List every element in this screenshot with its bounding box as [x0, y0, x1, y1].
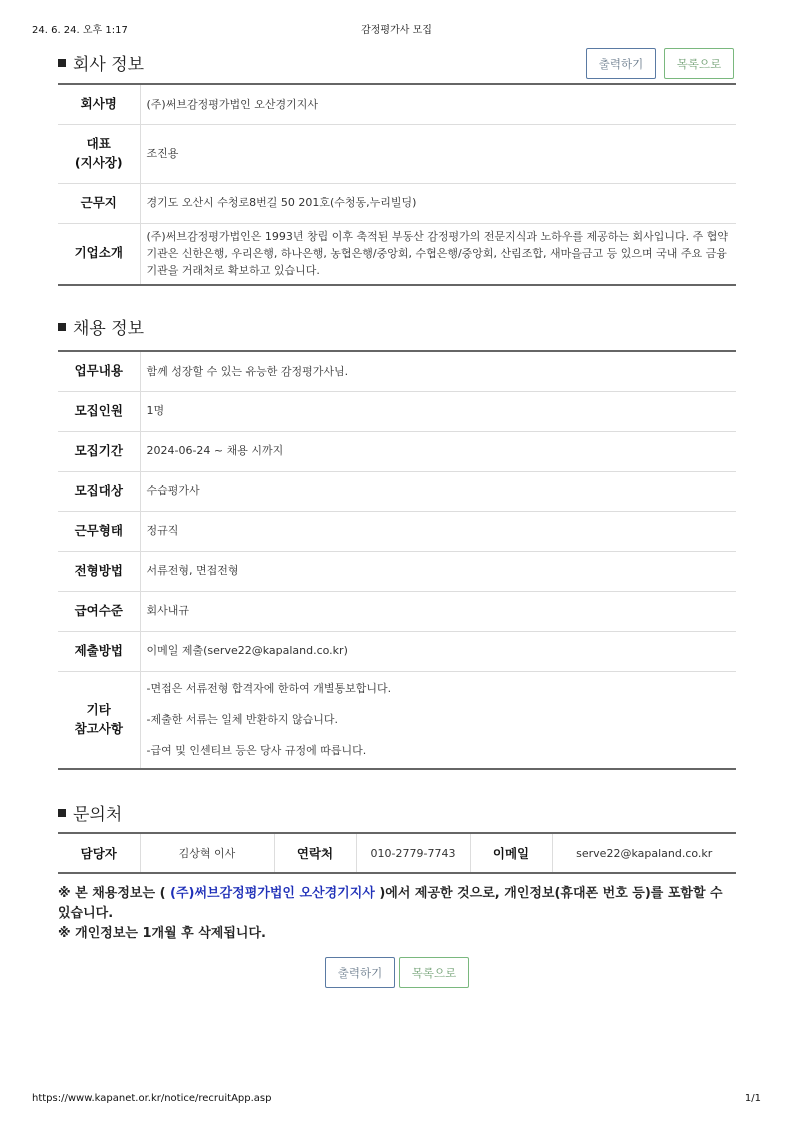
page-url: https://www.kapanet.or.kr/notice/recruitApp.asp: [32, 1093, 272, 1104]
row-label: 업무내용: [58, 351, 140, 391]
table-row: [58, 351, 736, 391]
contact-section-title-text: 문의처: [73, 804, 123, 825]
recruit-section-title: [58, 308, 736, 344]
row-label: 기업소개: [58, 223, 140, 285]
table-row: [58, 431, 736, 471]
email-label: 이메일: [470, 833, 552, 873]
company-section-title-text: 회사 정보: [73, 54, 145, 75]
table-row: [58, 471, 736, 511]
print-page-title: 감정평가사 모집: [361, 25, 432, 36]
top-buttons: [586, 48, 734, 79]
privacy-notice: [58, 884, 736, 944]
recruit-period-value: 2024-06-24 ~ 채용 시까지: [140, 431, 736, 471]
main-content: [58, 44, 736, 988]
notes-value: [140, 671, 736, 769]
table-row: [58, 223, 736, 285]
work-location-value: 경기도 오산시 수청로8번길 50 201호(수청동,누리빌딩): [140, 183, 736, 223]
square-bullet-icon: [58, 59, 66, 67]
note-line: -제출한 서류는 일체 반환하지 않습니다.: [146, 713, 338, 727]
email-value: serve22@kapaland.co.kr: [576, 846, 713, 860]
job-description-value: 함께 성장할 수 있는 유능한 감정평가사님.: [140, 351, 736, 391]
note-line: -급여 및 인센티브 등은 당사 규정에 따릅니다.: [146, 744, 367, 758]
submission-method-value: 이메일 제출(serve22@kapaland.co.kr): [140, 631, 736, 671]
notice-line-1: [58, 884, 736, 924]
contact-table: [58, 832, 736, 874]
list-button[interactable]: 목록으로: [664, 48, 734, 79]
table-row: [58, 631, 736, 671]
row-label: 모집인원: [58, 391, 140, 431]
selection-method-value: 서류전형, 면접전형: [140, 551, 736, 591]
target-value: 수습평가사: [140, 471, 736, 511]
notice-line-2: ※ 개인정보는 1개월 후 삭제됩니다.: [58, 926, 266, 942]
row-label: 급여수준: [58, 591, 140, 631]
row-label: 모집대상: [58, 471, 140, 511]
row-label: 전형방법: [58, 551, 140, 591]
row-label: 제출방법: [58, 631, 140, 671]
page-number: 1/1: [744, 1093, 761, 1104]
representative-value: 조진용: [140, 124, 736, 183]
list-button-bottom[interactable]: 목록으로: [399, 957, 469, 988]
company-info-table: [58, 83, 736, 286]
table-row: [58, 551, 736, 591]
print-date: 24. 6. 24. 오후 1:17: [32, 25, 128, 36]
table-row: [58, 591, 736, 631]
notice-suffix: )에서 제공한 것으로, 개인정보(휴대폰 번호 등)를 포함할 수 있습니다.: [58, 886, 723, 922]
square-bullet-icon: [58, 809, 66, 817]
notice-company: (주)써브감정평가법인 오산경기지사: [170, 886, 375, 901]
table-row: [58, 671, 736, 769]
table-row: [58, 391, 736, 431]
note-line: -면접은 서류전형 합격자에 한하여 개별통보합니다.: [146, 682, 392, 696]
square-bullet-icon: [58, 323, 66, 331]
salary-value: 회사내규: [140, 591, 736, 631]
company-section-title: [58, 44, 736, 80]
bottom-buttons: [58, 957, 736, 988]
table-row: [58, 833, 736, 873]
employment-type-value: 정규직: [140, 511, 736, 551]
manager-value: 김상혁 이사: [140, 833, 274, 873]
print-button[interactable]: 출력하기: [586, 48, 656, 79]
table-row: [58, 84, 736, 124]
row-label: 기타 참고사항: [58, 671, 140, 769]
notice-prefix: ※ 본 채용정보는 (: [58, 886, 171, 901]
phone-label: 연락처: [274, 833, 356, 873]
manager-label: 담당자: [58, 833, 140, 873]
company-name-value: (주)써브감정평가법인 오산경기지사: [140, 84, 736, 124]
table-row: [58, 511, 736, 551]
recruit-section-title-text: 채용 정보: [73, 318, 145, 339]
print-button-bottom[interactable]: 출력하기: [325, 957, 395, 988]
row-label: 근무지: [58, 183, 140, 223]
row-label: 모집기간: [58, 431, 140, 471]
recruit-info-table: [58, 350, 736, 770]
contact-section-title: [58, 794, 736, 830]
table-row: [58, 124, 736, 183]
table-row: [58, 183, 736, 223]
company-intro-value: (주)써브감정평가법인은 1993년 창립 이후 축적된 부동산 감정평가의 전문지식과 노하우를 제공하는 회사입니다. 주 협약기관은 신한은행, 우리은행, 하나은행, 농협은행/중앙회, 수협은행/중앙회, 산림조합, 새마을금고 등 있으며 국내 주요 금융기관을 거래처로 확보하고 있습니다.: [146, 230, 728, 278]
row-label: 회사명: [58, 84, 140, 124]
row-label: 대표 (지사장): [58, 124, 140, 183]
headcount-value: 1명: [140, 391, 736, 431]
print-footer: [32, 1093, 761, 1107]
phone-value: 010-2779-7743: [356, 833, 470, 873]
print-header: [32, 21, 761, 35]
row-label: 근무형태: [58, 511, 140, 551]
